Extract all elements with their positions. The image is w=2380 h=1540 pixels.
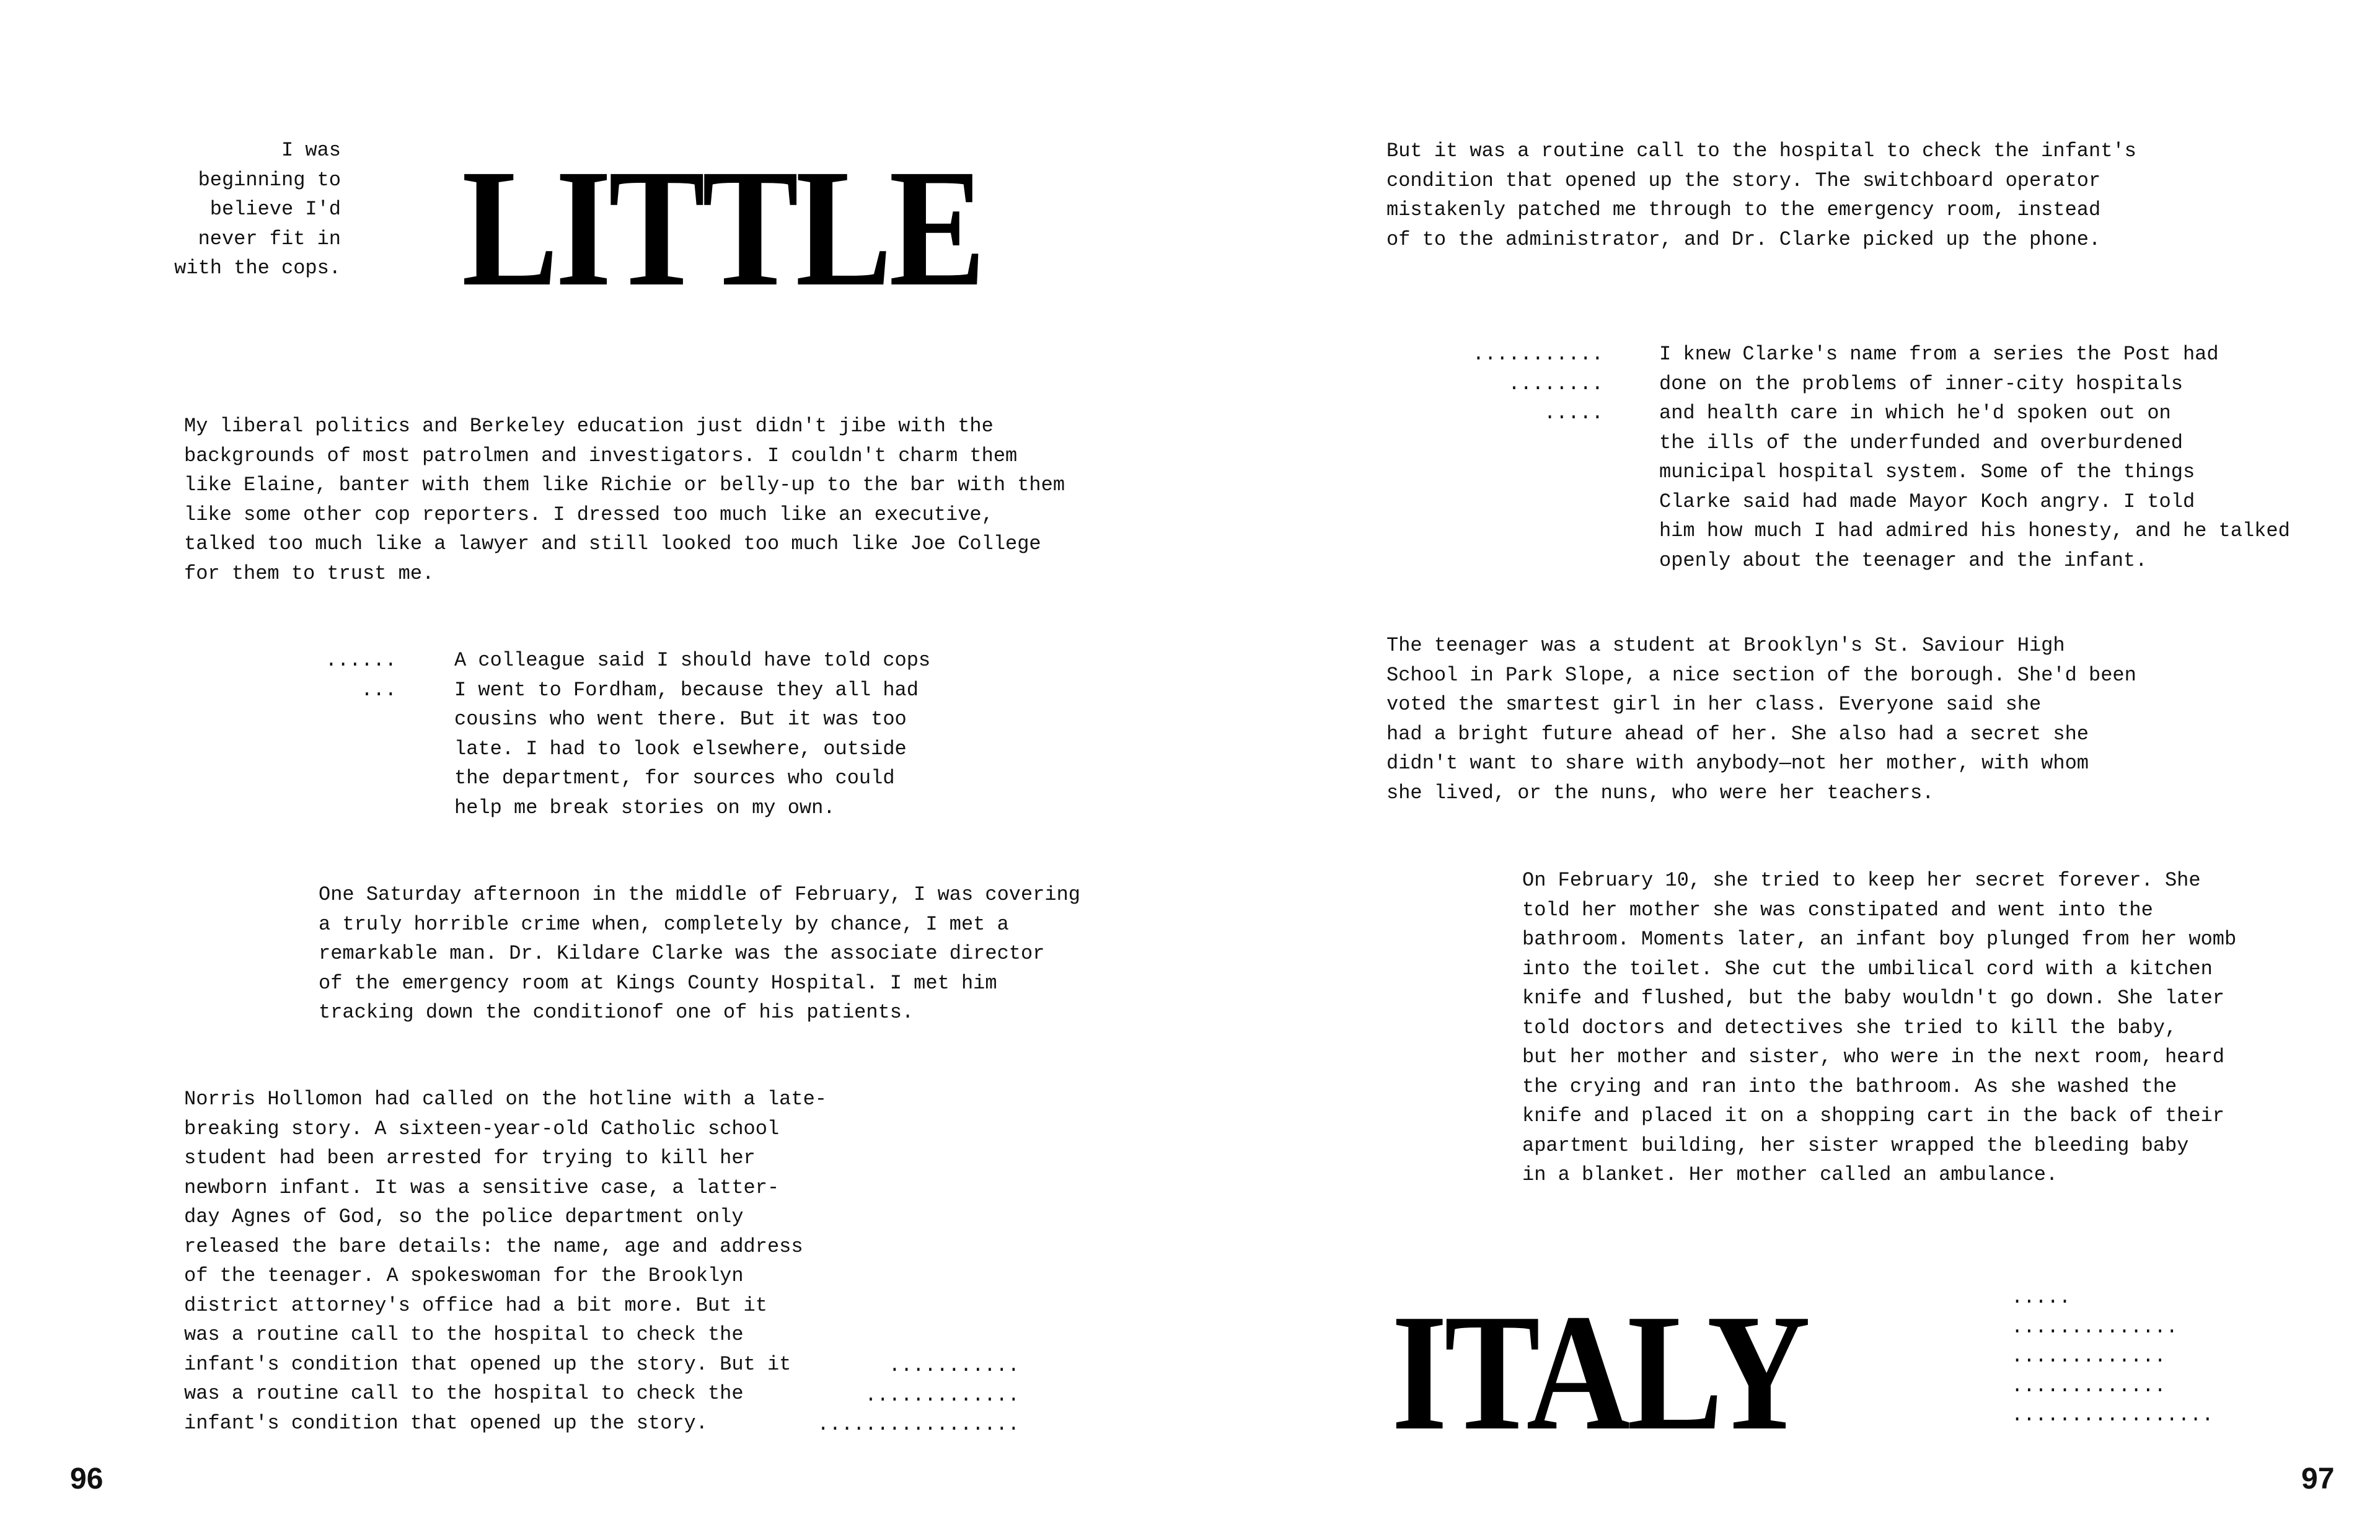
dot-leader-3: ........... ........ ..... [1472,343,1603,425]
paragraph-teenager: The teenager was a student at Brooklyn's St. Saviour High School in Park Slope, a nice section of the borough. She'd been voted the smartest girl in her class. Everyone said she had a bright future ahead of her. She also had a secret she didn't want to share with anybody—not her mother, with whom she lived, or the nuns, who were her teachers. [1386,634,2136,804]
paragraph-politics: My liberal politics and Berkeley education just didn't jibe with the backgrounds of most patrolmen and investigators. I couldn't charm them like Elaine, banter with them like Richie or belly-up to the bar with them like some other cop reporters. I dressed too much like an executive, talked too much like a lawyer and still looked too much like Joe College for them to trust me. [184,415,1065,585]
pull-quote: I was beginning to believe I'd never fit in with the cops. [174,139,341,279]
paragraph-routine-call: But it was a routine call to the hospital to check the infant's condition that opened up the story. The switchboard operator mistakenly patched me through to the emergency room, instead of to the administrator, and Dr. Clarke picked up the phone. [1386,139,2136,251]
paragraph-fordham: A colleague said I should have told cops I went to Fordham, because they all had cousins who went there. But it was too late. I had to look elsewhere, outside the department, for sources who could help me break stories on my own. [454,649,931,819]
headline-little: LITTLE [462,134,983,321]
paragraph-hollomon: Norris Hollomon had called on the hotline with a late- breaking story. A sixteen-year-old Catholic school student had been arrested for trying to kill her newborn infant. It was a sensitive case, a latter- day Agnes of God, so the police department only released the bare details: the name, age and address of the teenager. A spokeswoman for the Brooklyn district attorney's office had a bit more. But it was a routine call to the hospital to check the infant's condition that opened up the story. But it was a routine call to the hospital to check the infant's condition that opened up the story. [184,1088,827,1435]
dot-leader-4: ..... .............. ............. ............. ................. [2011,1286,2214,1427]
paragraph-clarke: I knew Clarke's name from a series the Post had done on the problems of inner-city hospitals and health care in which he'd spoken out on the ills of the underfunded and overburdened municipal hospital system. Some of the things Clarke said had made Mayor Koch angry. I told him how much I had admired his honesty, and he talked openly about the teenager and the infant. [1659,343,2290,572]
page-number-right: 97 [2301,1463,2335,1495]
paragraph-february: On February 10, she tried to keep her secret forever. She told her mother she was constipated and went into the bathroom. Moments later, an infant boy plunged from her womb into the toilet. She cut the umbilical cord with a kitchen knife and flushed, but the baby wouldn't go down. She later told doctors and detectives she tried to kill the baby, but her mother and sister, who were in the next room, heard the crying and ran into the bathroom. As she washed the knife and placed it on a shopping cart in the back of their apartment building, her sister wrapped the bleeding baby in a blanket. Her mother called an ambulance. [1522,869,2237,1186]
headline-italy: ITALY [1391,1280,1808,1465]
page-number-left: 96 [70,1463,104,1495]
dot-leader-1: ...... ... [325,649,397,702]
dot-leader-2: ........... ............. ................. [817,1354,1020,1436]
paragraph-saturday: One Saturday afternoon in the middle of February, I was covering a truly horrible crime when, completely by chance, I met a remarkable man. Dr. Kildare Clarke was the associate director of the emergency room at Kings County Hospital. I met him tracking down the conditionof one of his patients. [319,883,1080,1024]
